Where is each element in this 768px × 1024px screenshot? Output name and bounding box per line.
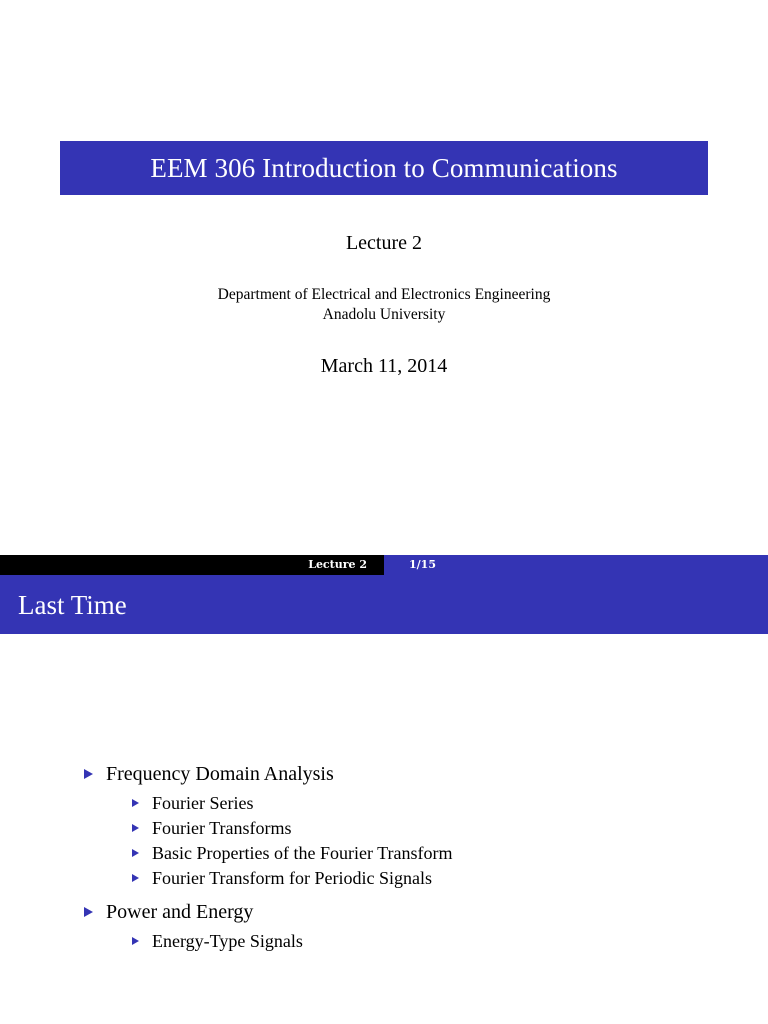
triangle-bullet-icon: [84, 907, 93, 917]
sub-list-item: [132, 841, 768, 866]
lecture-subtitle: Lecture 2: [345, 232, 423, 254]
list-item-label: Power and Energy: [106, 901, 254, 923]
list-item: [84, 899, 768, 954]
footer-short-title-area: [0, 555, 384, 575]
triangle-bullet-icon: [132, 824, 139, 832]
content-slide: [0, 575, 768, 1024]
sub-list-item: [132, 791, 768, 816]
triangle-bullet-icon: [132, 874, 139, 882]
sub-list: [84, 929, 768, 954]
sub-list-item: [132, 866, 768, 891]
institute-block: [0, 285, 768, 325]
bullet-list: [0, 761, 768, 954]
sub-list-item: [132, 816, 768, 841]
sub-list-item: [132, 929, 768, 954]
sub-list-item-label: Energy-Type Signals: [152, 931, 303, 951]
list-item-label: Frequency Domain Analysis: [106, 763, 334, 785]
footer-page-area: [384, 555, 768, 575]
frame-title: Last Time: [18, 590, 127, 620]
sub-list-item-label: Fourier Series: [152, 793, 254, 813]
sub-list-item-label: Basic Properties of the Fourier Transform: [152, 843, 453, 863]
list-item: [84, 761, 768, 891]
slide-footer: [0, 555, 768, 575]
presentation-title-box: [60, 141, 708, 195]
presentation-date: March 11, 2014: [320, 355, 448, 377]
sub-list-item-label: Fourier Transforms: [152, 818, 292, 838]
triangle-bullet-icon: [132, 799, 139, 807]
triangle-bullet-icon: [132, 849, 139, 857]
frame-title-bar: [0, 575, 768, 634]
institute-university: Anadolu University: [322, 306, 446, 323]
triangle-bullet-icon: [132, 937, 139, 945]
institute-department: Department of Electrical and Electronics Engineering: [217, 286, 551, 303]
footer-short-title: Lecture 2: [308, 558, 367, 571]
triangle-bullet-icon: [84, 769, 93, 779]
presentation-title: EEM 306 Introduction to Communications: [150, 152, 618, 183]
footer-page-number: 1/15: [409, 558, 436, 571]
sub-list: [84, 791, 768, 891]
sub-list-item-label: Fourier Transform for Periodic Signals: [152, 868, 432, 888]
